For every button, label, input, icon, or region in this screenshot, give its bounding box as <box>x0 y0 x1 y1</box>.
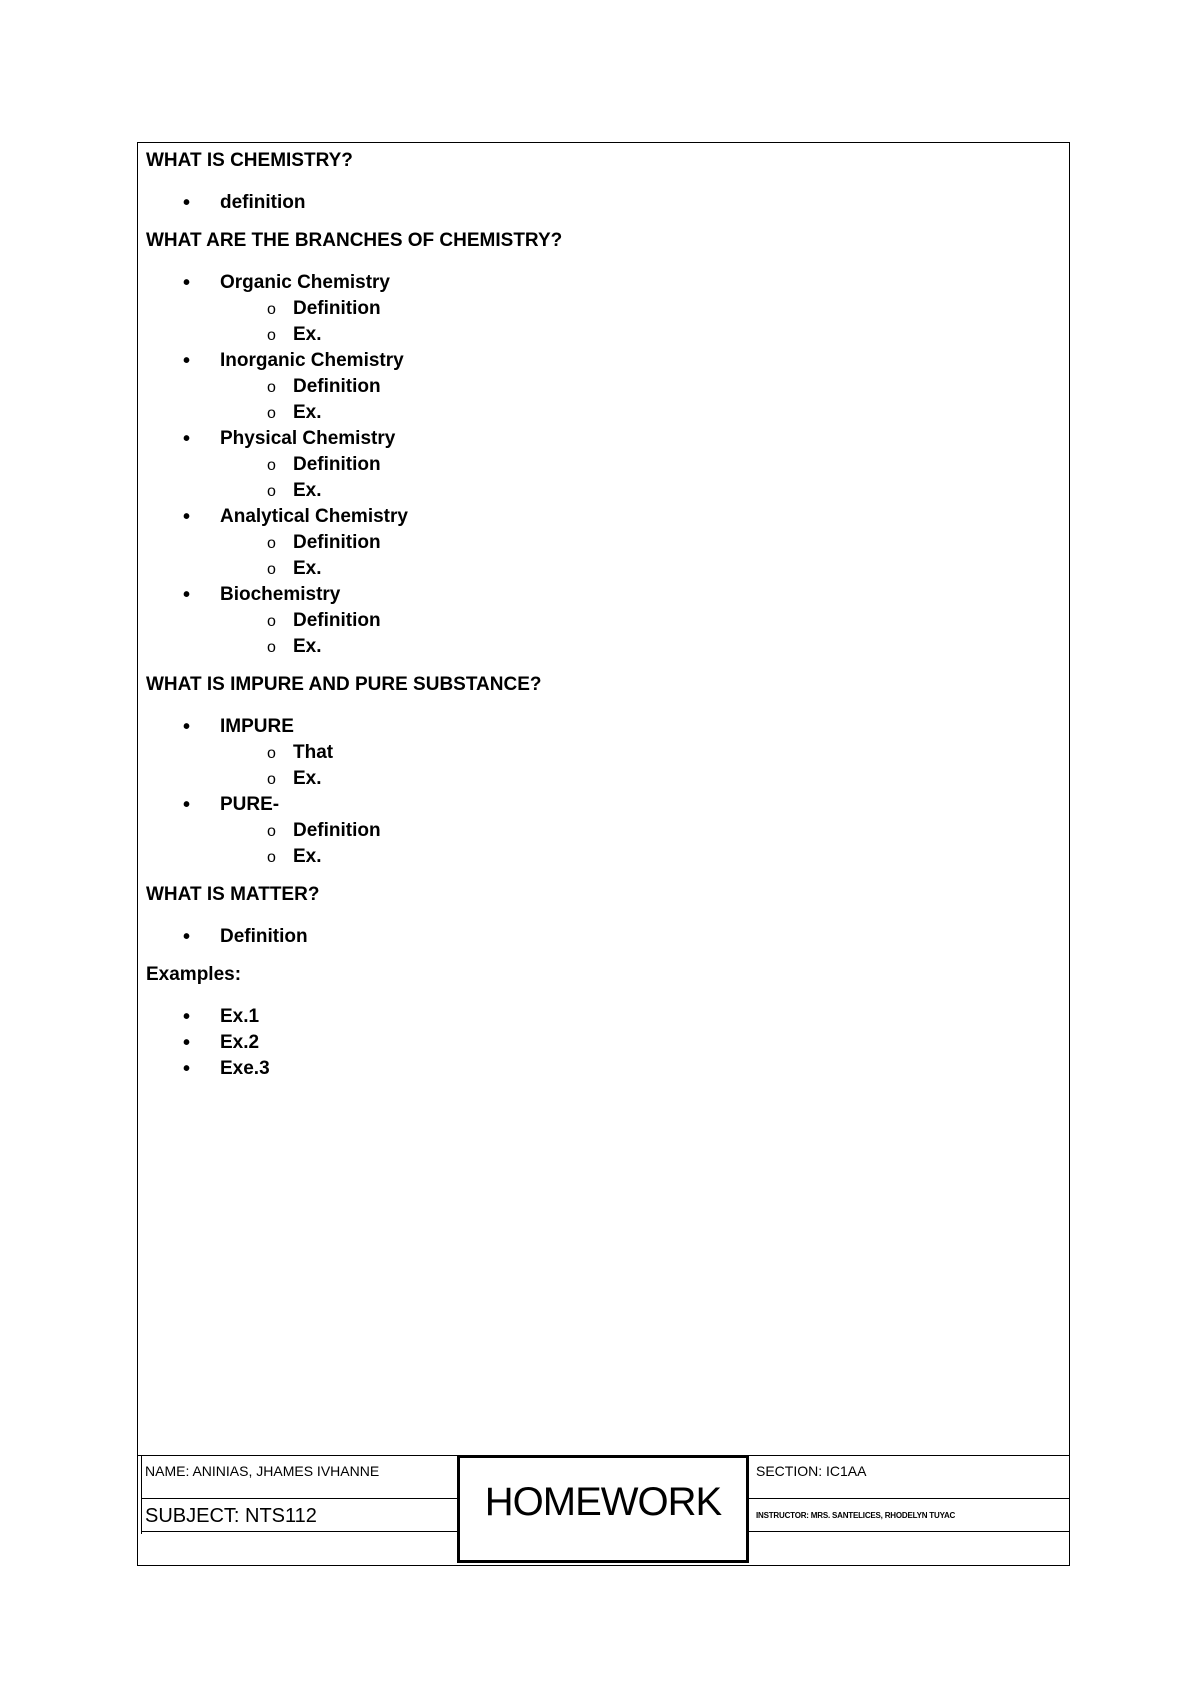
sub-bullet-item: o Definition <box>146 530 1061 556</box>
sub-bullet-item: o That <box>146 740 1061 766</box>
sub-bullet-item: o Definition <box>146 818 1061 844</box>
sub-bullet-item: o Definition <box>146 452 1061 478</box>
title-box <box>457 1455 749 1563</box>
subject-field: SUBJECT: NTS112 <box>145 1505 317 1527</box>
sub-bullet-item: o Definition <box>146 608 1061 634</box>
section-heading: WHAT ARE THE BRANCHES OF CHEMISTRY? <box>146 230 563 251</box>
instructor-field: INSTRUCTOR: MRS. SANTELICES, RHODELYN TUYAC <box>756 1511 956 1520</box>
subject-bottom-rule <box>141 1531 457 1532</box>
bullet-item: • Exe.3 <box>146 1056 1061 1082</box>
bullet-item: • Biochemistry <box>146 582 1061 608</box>
title-block <box>138 1455 1069 1565</box>
bullet-item: • Analytical Chemistry <box>146 504 1061 530</box>
document-content <box>146 150 1061 1096</box>
section-field: SECTION: IC1AA <box>756 1463 867 1479</box>
bullet-item: • IMPURE <box>146 714 1061 740</box>
bullet-item: • Inorganic Chemistry <box>146 348 1061 374</box>
bullet-item: • Organic Chemistry <box>146 270 1061 296</box>
sub-bullet-item: o Ex. <box>146 556 1061 582</box>
section-heading: WHAT IS MATTER? <box>146 884 320 905</box>
section-heading: WHAT IS CHEMISTRY? <box>146 150 353 171</box>
bullet-item: • Definition <box>146 924 1061 950</box>
bullet-list <box>146 190 1061 216</box>
sub-bullet-item: o Definition <box>146 296 1061 322</box>
sub-bullet-item: o Ex. <box>146 400 1061 426</box>
bullet-item: • Ex.1 <box>146 1004 1061 1030</box>
bullet-item: • Ex.2 <box>146 1030 1061 1056</box>
sub-bullet-item: o Ex. <box>146 634 1061 660</box>
bullet-item: • PURE- <box>146 792 1061 818</box>
bullet-list <box>146 924 1061 950</box>
bullet-item: • Physical Chemistry <box>146 426 1061 452</box>
instructor-bottom-rule <box>749 1531 1069 1532</box>
name-field: NAME: ANINIAS, JHAMES IVHANNE <box>145 1463 380 1479</box>
sub-bullet-item: o Definition <box>146 374 1061 400</box>
name-subject-divider <box>141 1498 457 1499</box>
bullet-list <box>146 270 1061 660</box>
sub-bullet-item: o Ex. <box>146 478 1061 504</box>
section-heading: WHAT IS IMPURE AND PURE SUBSTANCE? <box>146 674 542 695</box>
bullet-list <box>146 714 1061 870</box>
title-block-inner-left-rule <box>141 1455 142 1534</box>
bullet-item: • definition <box>146 190 1061 216</box>
sub-bullet-item: o Ex. <box>146 844 1061 870</box>
sub-bullet-item: o Ex. <box>146 322 1061 348</box>
bullet-list <box>146 1004 1061 1082</box>
section-heading: Examples: <box>146 964 242 985</box>
document-sheet <box>137 142 1070 1566</box>
document-title: HOMEWORK <box>484 1480 722 1524</box>
sub-bullet-item: o Ex. <box>146 766 1061 792</box>
section-instructor-divider <box>749 1498 1069 1499</box>
